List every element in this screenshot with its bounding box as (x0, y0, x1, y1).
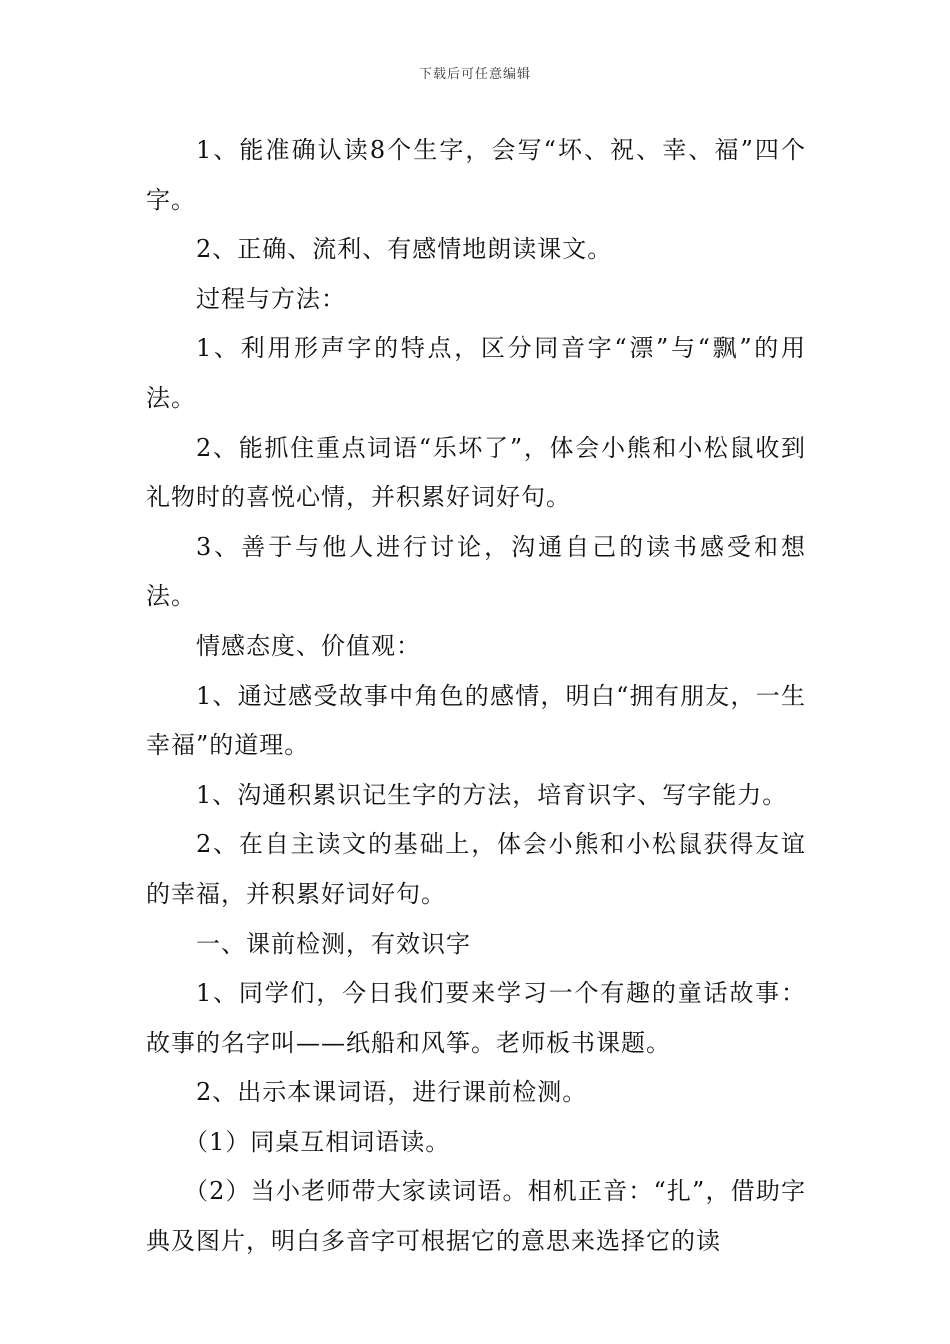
section-heading: 过程与方法： (196, 284, 346, 313)
paragraph: 2、正确、流利、有感情地朗读课文。 (196, 235, 613, 264)
page-header: 下载后可任意编辑 (418, 67, 531, 82)
section-heading: 情感态度、价值观： (196, 631, 421, 660)
paragraph: 2、能抓住重点词语“乐坏了”，体会小熊和小松鼠收到礼物时的喜悦心情，并积累好词好句。 (146, 433, 806, 512)
paragraph: 1、同学们，今日我们要来学习一个有趣的童话故事：故事的名字叫——纸船和风筝。老师板书课题。 (146, 979, 806, 1057)
paragraph: 2、出示本课词语，进行课前检测。 (196, 1078, 588, 1107)
paragraph: 1、沟通积累识记生字的方法，培育识字、写字能力。 (196, 780, 788, 809)
document-body (146, 126, 806, 1267)
paragraph: 2、在自主读文的基础上，体会小熊和小松鼠获得友谊的幸福，并积累好词好句。 (146, 830, 806, 908)
paragraph: 3、善于与他人进行讨论，沟通自己的读书感受和想法。 (146, 532, 806, 611)
paragraph: （1）同桌互相词语读。 (184, 1127, 451, 1156)
paragraph: 1、能准确认读8个生字，会写“坏、祝、幸、福”四个字。 (146, 136, 806, 214)
section-heading: 一、课前检测，有效识字 (196, 929, 471, 958)
paragraph: （2）当小老师带大家读词语。相机正音：“扎”，借助字典及图片，明白多音字可根据它的意思来选择它的读 (146, 1177, 806, 1256)
paragraph: 1、通过感受故事中角色的感情，明白“拥有朋友，一生幸福”的道理。 (146, 681, 806, 760)
paragraph: 1、利用形声字的特点，区分同音字“漂”与“飘”的用法。 (146, 334, 806, 412)
